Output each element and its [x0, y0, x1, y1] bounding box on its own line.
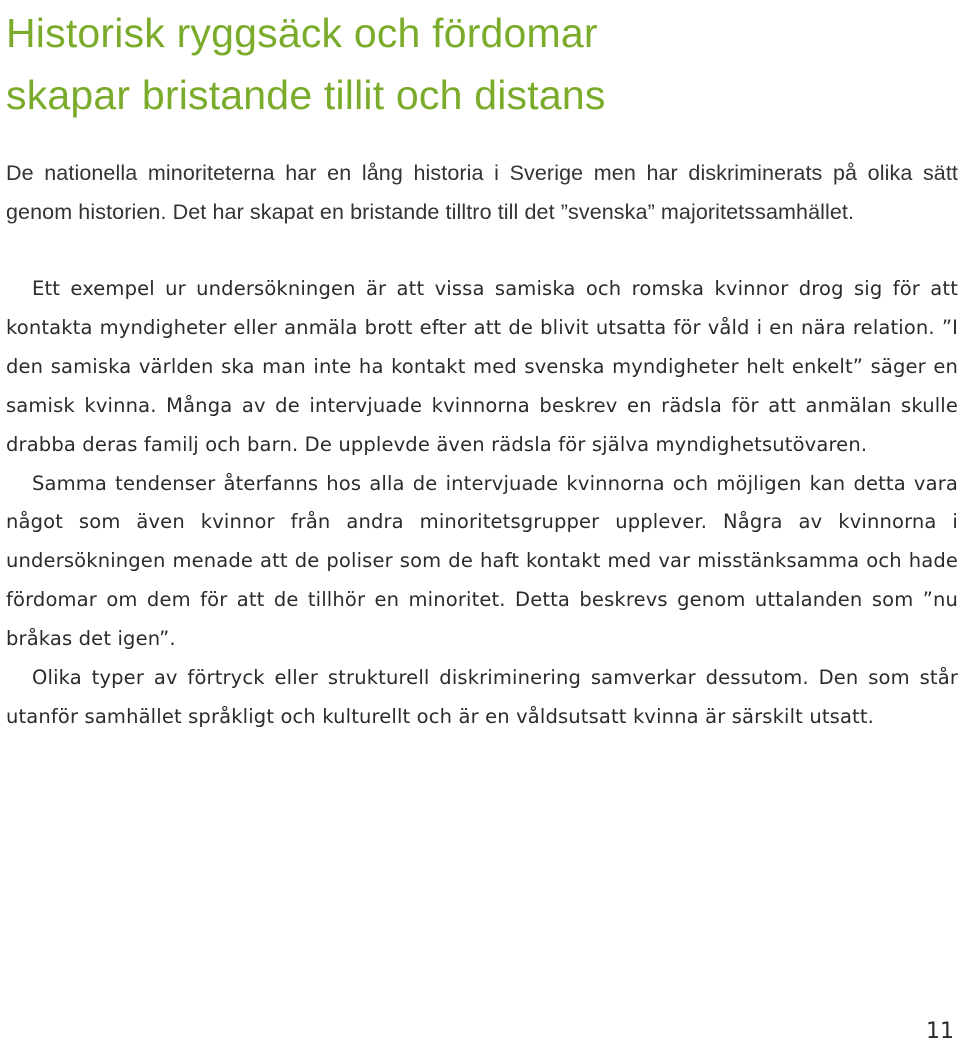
body-paragraph-3: Olika typer av förtryck eller strukturell diskriminering samverkar dessutom. Den som står utanför samhället språkligt och kulturellt och är en våldsutsatt kvinna är särskilt utsatt. [6, 666, 958, 728]
page-title-line-2: skapar bristande tillit och distans [6, 72, 606, 118]
page-title [6, 2, 946, 126]
body-paragraph-1: Ett exempel ur undersökningen är att vissa samiska och romska kvinnor drog sig för att kontakta myndigheter eller anmäla brott efter att de blivit utsatta för våld i en nära relation. ”I den samiska världen ska man inte ha kontakt med svenska myndigheter helt enkelt” säger en samisk kvinna. Många av de intervjuade kvinnorna beskrev en rädsla för att anmälan skulle drabba deras familj och barn. De upplevde även rädsla för själva myndighetsutövaren. [6, 277, 958, 456]
body-text [6, 270, 958, 737]
page-number: 11 [926, 1019, 954, 1044]
body-paragraph-2: Samma tendenser återfanns hos alla de intervjuade kvinnorna och möjligen kan detta vara något som även kvinnor från andra minoritetsgrupper upplever. Några av kvinnorna i undersökningen menade att de poliser som de haft kontakt med var misstänksamma och hade fördomar om dem för att de tillhör en minoritet. Detta beskrevs genom uttalanden som ”nu bråkas det igen”. [6, 471, 958, 651]
lead-paragraph: De nationella minoriteterna har en lång historia i Sverige men har diskriminerats på olika sätt genom historien. Det har skapat en bristande tilltro till det ”svenska” majoritetssamhället. [6, 161, 958, 224]
page-title-line-1: Historisk ryggsäck och fördomar [6, 10, 598, 56]
